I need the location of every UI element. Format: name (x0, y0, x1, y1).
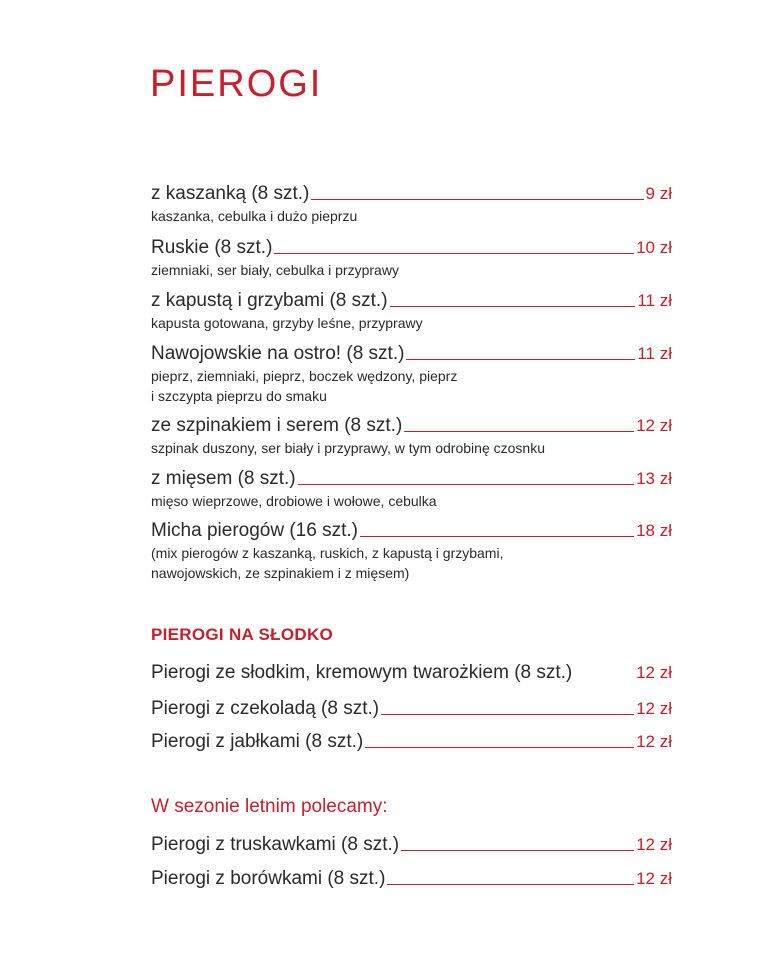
menu-item-ruskie (151, 237, 672, 280)
item-price: 18 zł (636, 521, 672, 540)
item-price: 12 zł (636, 835, 672, 854)
item-description: szpinak duszony, ser biały i przyprawy, w tym odrobinę czosnku (151, 440, 545, 456)
item-price: 12 zł (636, 416, 672, 435)
item-price: 12 zł (636, 869, 672, 888)
item-description-line: nawojowskich, ze szpinakiem i z mięsem) (151, 565, 410, 581)
item-name: ze szpinakiem i serem (8 szt.) (151, 415, 403, 436)
page-title: PIEROGI (150, 63, 323, 105)
item-description-line: (mix pierogów z kaszanką, ruskich, z kapustą i grzybami, (151, 545, 504, 561)
menu-item-borowki (151, 868, 672, 890)
item-name: z kaszanką (8 szt.) (151, 183, 310, 204)
item-price: 11 zł (637, 344, 672, 363)
menu-item-nawojowskie (151, 343, 672, 406)
item-name: z kapustą i grzybami (8 szt.) (151, 290, 388, 311)
menu-item-szpinak (151, 415, 672, 458)
item-price: 11 zł (637, 291, 672, 310)
menu-item-jablka (151, 731, 672, 753)
item-name: Micha pierogów (16 szt.) (151, 520, 358, 541)
item-name: Pierogi z truskawkami (8 szt.) (151, 834, 400, 855)
item-name: Pierogi z czekoladą (8 szt.) (151, 698, 380, 719)
item-name: z mięsem (8 szt.) (151, 468, 296, 489)
item-name: Pierogi ze słodkim, kremowym twarożkiem (8 szt.) (151, 662, 573, 683)
menu-item-twarozek (151, 662, 672, 684)
leader-line (401, 849, 634, 851)
leader-line (573, 683, 635, 684)
item-name: Nawojowskie na ostro! (8 szt.) (151, 343, 405, 364)
section-heading-sweet: PIEROGI NA SŁODKO (151, 625, 334, 644)
leader-line (390, 305, 636, 307)
menu-item-czekolada (151, 698, 672, 720)
item-description: kaszanka, cebulka i dużo pieprzu (151, 208, 358, 224)
item-price: 10 zł (636, 238, 672, 257)
item-price: 12 zł (636, 699, 672, 718)
leader-line (274, 252, 634, 254)
item-description (151, 366, 651, 406)
item-price: 12 zł (636, 663, 672, 682)
leader-line (311, 198, 643, 200)
item-description: kapusta gotowana, grzyby leśne, przyprawy (151, 315, 423, 331)
leader-line (404, 430, 634, 432)
menu-item-kapusta (151, 290, 672, 333)
item-name: Pierogi z jabłkami (8 szt.) (151, 731, 364, 752)
leader-line (387, 883, 634, 885)
item-description-line: pieprz, ziemniaki, pieprz, boczek wędzony, pieprz (151, 368, 458, 384)
item-description: ziemniaki, ser biały, cebulka i przyprawy (151, 262, 399, 278)
menu-item-kaszanka (151, 183, 672, 226)
item-description (151, 543, 651, 583)
leader-line (381, 713, 634, 715)
leader-line (406, 358, 635, 360)
menu-item-mieso (151, 468, 672, 511)
item-name: Ruskie (8 szt.) (151, 237, 273, 258)
menu-item-micha (151, 520, 672, 583)
leader-line (298, 483, 634, 485)
section-heading-summer: W sezonie letnim polecamy: (151, 796, 388, 817)
item-description: mięso wieprzowe, drobiowe i wołowe, cebulka (151, 493, 437, 509)
item-price: 9 zł (645, 184, 672, 203)
leader-line (365, 746, 634, 748)
item-price: 12 zł (636, 732, 672, 751)
item-price: 13 zł (636, 469, 672, 488)
menu-item-truskawki (151, 834, 672, 856)
item-name: Pierogi z borówkami (8 szt.) (151, 868, 386, 889)
leader-line (360, 535, 634, 537)
item-description-line: i szczypta pieprzu do smaku (151, 388, 327, 404)
